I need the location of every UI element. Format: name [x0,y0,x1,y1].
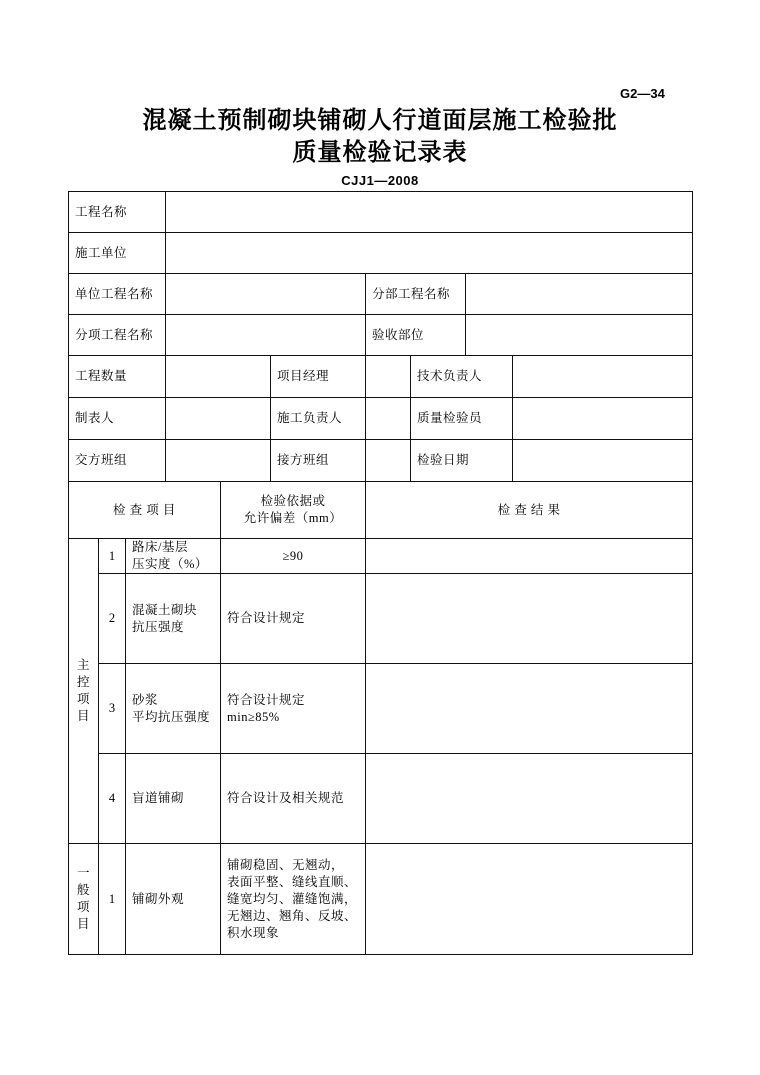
item-line1: 路床/基层 [132,540,188,554]
field-handover-team[interactable] [166,440,271,482]
field-technical-director[interactable] [513,356,693,398]
field-form-preparer[interactable] [166,398,271,440]
item-line2: 压实度（%） [132,557,208,571]
label-technical-director: 技术负责人 [411,356,513,398]
page-title-line1: 混凝土预制砌块铺砌人行道面层施工检验批 [142,107,618,134]
field-sub-project-name[interactable] [166,315,366,356]
form-code: G2—34 [620,86,665,101]
inspection-basis [221,574,366,664]
basis-line4: 无翘边、翘角、反坡、 [227,908,358,923]
label-construction-director: 施工负责人 [271,398,366,440]
table-row-general-item-1 [69,844,693,955]
inspection-item-name [126,754,221,844]
row-number: 1 [99,844,126,955]
item-line1: 铺砌外观 [132,891,185,906]
item-line1: 砂浆 [132,692,159,707]
inspection-result[interactable] [366,754,693,844]
basis-line5: 积水现象 [227,925,280,940]
inspection-basis [221,844,366,955]
inspection-result[interactable] [366,844,693,955]
header-basis-line1: 检验依据或 [260,494,326,508]
item-line1: 混凝土砌块 [132,602,198,617]
category-label-general-items [69,844,99,955]
row-number: 4 [99,754,126,844]
table-row-preparer [69,398,693,440]
field-project-quantity[interactable] [166,356,271,398]
basis-line3: 缝宽均匀、灌缝饱满， [227,891,358,906]
table-row-handover-team [69,440,693,482]
field-project-manager[interactable] [366,356,411,398]
inspection-header-row [69,482,693,539]
basis-line1: ≥90 [282,548,304,563]
field-receiving-team[interactable] [366,440,411,482]
table-row-construction-unit [69,233,693,274]
category-char-4: 目 [76,917,90,931]
inspection-basis [221,754,366,844]
title-block [0,105,760,188]
basis-line1: 符合设计规定 [227,692,306,707]
inspection-item-name [126,539,221,574]
field-construction-director[interactable] [366,398,411,440]
table-row-key-item-3 [69,664,693,754]
label-unit-project-name: 单位工程名称 [69,274,166,315]
inspection-result[interactable] [366,574,693,664]
inspection-form-table [68,191,693,955]
label-handover-team: 交方班组 [69,440,166,482]
row-number: 1 [99,539,126,574]
field-inspection-date[interactable] [513,440,693,482]
row-number: 3 [99,664,126,754]
inspection-basis [221,664,366,754]
category-char-3: 项 [76,692,90,706]
category-char-2: 般 [76,883,90,897]
item-line2: 抗压强度 [132,619,185,634]
inspection-basis [221,539,366,574]
label-division-project-name: 分部工程名称 [366,274,466,315]
table-row-unit-project [69,274,693,315]
item-line1: 盲道铺砌 [132,791,185,805]
field-acceptance-location[interactable] [466,315,693,356]
label-acceptance-location: 验收部位 [366,315,466,356]
label-inspection-date: 检验日期 [411,440,513,482]
field-construction-unit[interactable] [166,233,693,274]
label-project-name: 工程名称 [69,192,166,233]
basis-line1: 符合设计规定 [227,611,306,625]
inspection-result[interactable] [366,664,693,754]
basis-line2: 表面平整、缝线直顺、 [227,874,358,889]
header-inspection-result: 检 查 结 果 [366,482,693,539]
field-quality-inspector[interactable] [513,398,693,440]
category-char-1: 一 [76,866,90,880]
table-row-key-item-4 [69,754,693,844]
category-char-2: 控 [76,675,90,689]
header-inspection-basis [221,482,366,539]
category-label-key-items [69,539,99,844]
table-row-key-item-1 [69,539,693,574]
basis-line1: 符合设计及相关规范 [227,791,345,805]
label-construction-unit: 施工单位 [69,233,166,274]
inspection-item-name [126,574,221,664]
inspection-item-name [126,664,221,754]
label-form-preparer: 制表人 [69,398,166,440]
table-row-sub-project [69,315,693,356]
table-row-project-name [69,192,693,233]
header-inspection-item: 检 查 项 目 [69,482,221,539]
label-project-manager: 项目经理 [271,356,366,398]
field-division-project-name[interactable] [466,274,693,315]
label-quality-inspector: 质量检验员 [411,398,513,440]
row-number: 2 [99,574,126,664]
basis-line1: 铺砌稳固、无翘动， [227,857,345,872]
category-char-3: 项 [76,900,90,914]
category-char-4: 目 [76,709,90,723]
label-sub-project-name: 分项工程名称 [69,315,166,356]
table-row-key-item-2 [69,574,693,664]
header-basis-line2: 允许偏差（mm） [243,511,343,525]
page-title-line2: 质量检验记录表 [292,139,468,166]
label-project-quantity: 工程数量 [69,356,166,398]
standard-code: CJJ1—2008 [341,173,419,188]
basis-line2: min≥85% [227,709,280,724]
item-line2: 平均抗压强度 [132,709,211,724]
inspection-item-name [126,844,221,955]
inspection-result[interactable] [366,539,693,574]
category-char-1: 主 [76,658,90,672]
table-row-quantity [69,356,693,398]
label-receiving-team: 接方班组 [271,440,366,482]
field-project-name[interactable] [166,192,693,233]
field-unit-project-name[interactable] [166,274,366,315]
